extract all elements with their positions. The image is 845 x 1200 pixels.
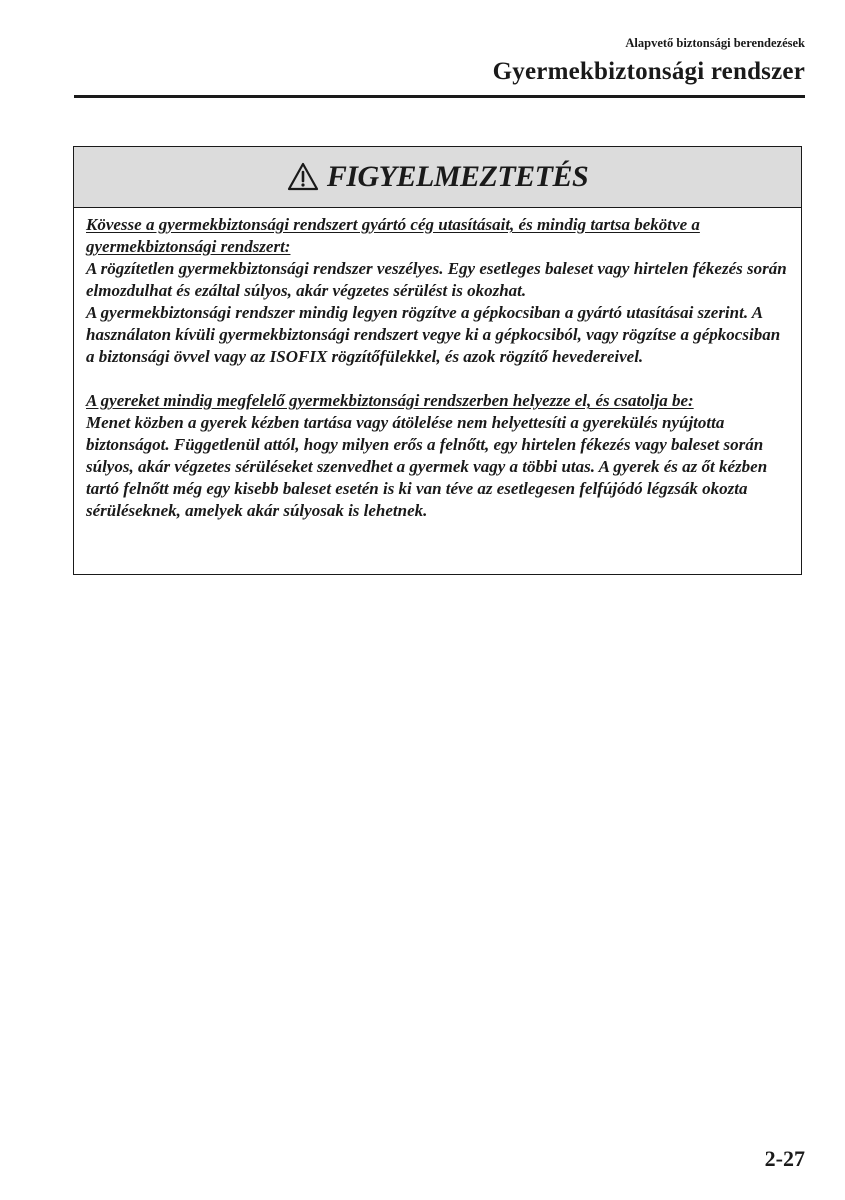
warning-heading-1: Kövesse a gyermekbiztonsági rendszert gyártó cég utasításait, és mindig tartsa bekötve a gyermekbiztonsági rendszert: [86,215,700,256]
warning-text-1: A rögzítetlen gyermekbiztonsági rendszer veszélyes. Egy esetleges baleset vagy hirtelen fékezés során elmozdulhat és ezáltal súlyos, akár végzetes sérülést is okozhat. [86,259,787,300]
warning-text-3: Menet közben a gyerek kézben tartása vagy átölelése nem helyettesíti a gyerekülés nyújtotta biztonságot. Függetlenül attól, hogy milyen erős a felnőtt, egy hirtelen fékezés vagy baleset során súlyos, akár végzetes sérüléseket szenvedhet a gyermek vagy a többi utas. A gyerek és az őt kézben tartó felnőtt még egy kisebb baleset esetén is ki van téve az esetlegesen felfújódó légzsák okozta sérüléseknek, amelyek akár súlyosak is lehetnek. [86,413,768,520]
running-header-section: Alapvető biztonsági berendezések [625,36,805,50]
page-number: 2-27 [764,1146,805,1171]
warning-body [74,208,801,522]
warning-triangle-icon [287,162,319,192]
warning-heading-2: A gyereket mindig megfelelő gyermekbiztonsági rendszerben helyezze el, és csatolja be: [86,391,694,410]
header-divider [74,95,805,98]
warning-header [74,147,801,208]
warning-box [73,146,802,575]
warning-text-2: A gyermekbiztonsági rendszer mindig legyen rögzítve a gépkocsiban a gyártó utasításai szerint. A használaton kívüli gyermekbiztonsági rendszert vegye ki a gépkocsiból, vagy rögzítse a gépkocsiban a biztonsági övvel vagy az ISOFIX rögzítőfülekkel, és azok rögzítő hevedereivel. [86,303,781,366]
page-title: Gyermekbiztonsági rendszer [492,58,805,85]
warning-title: FIGYELMEZTETÉS [326,160,589,193]
